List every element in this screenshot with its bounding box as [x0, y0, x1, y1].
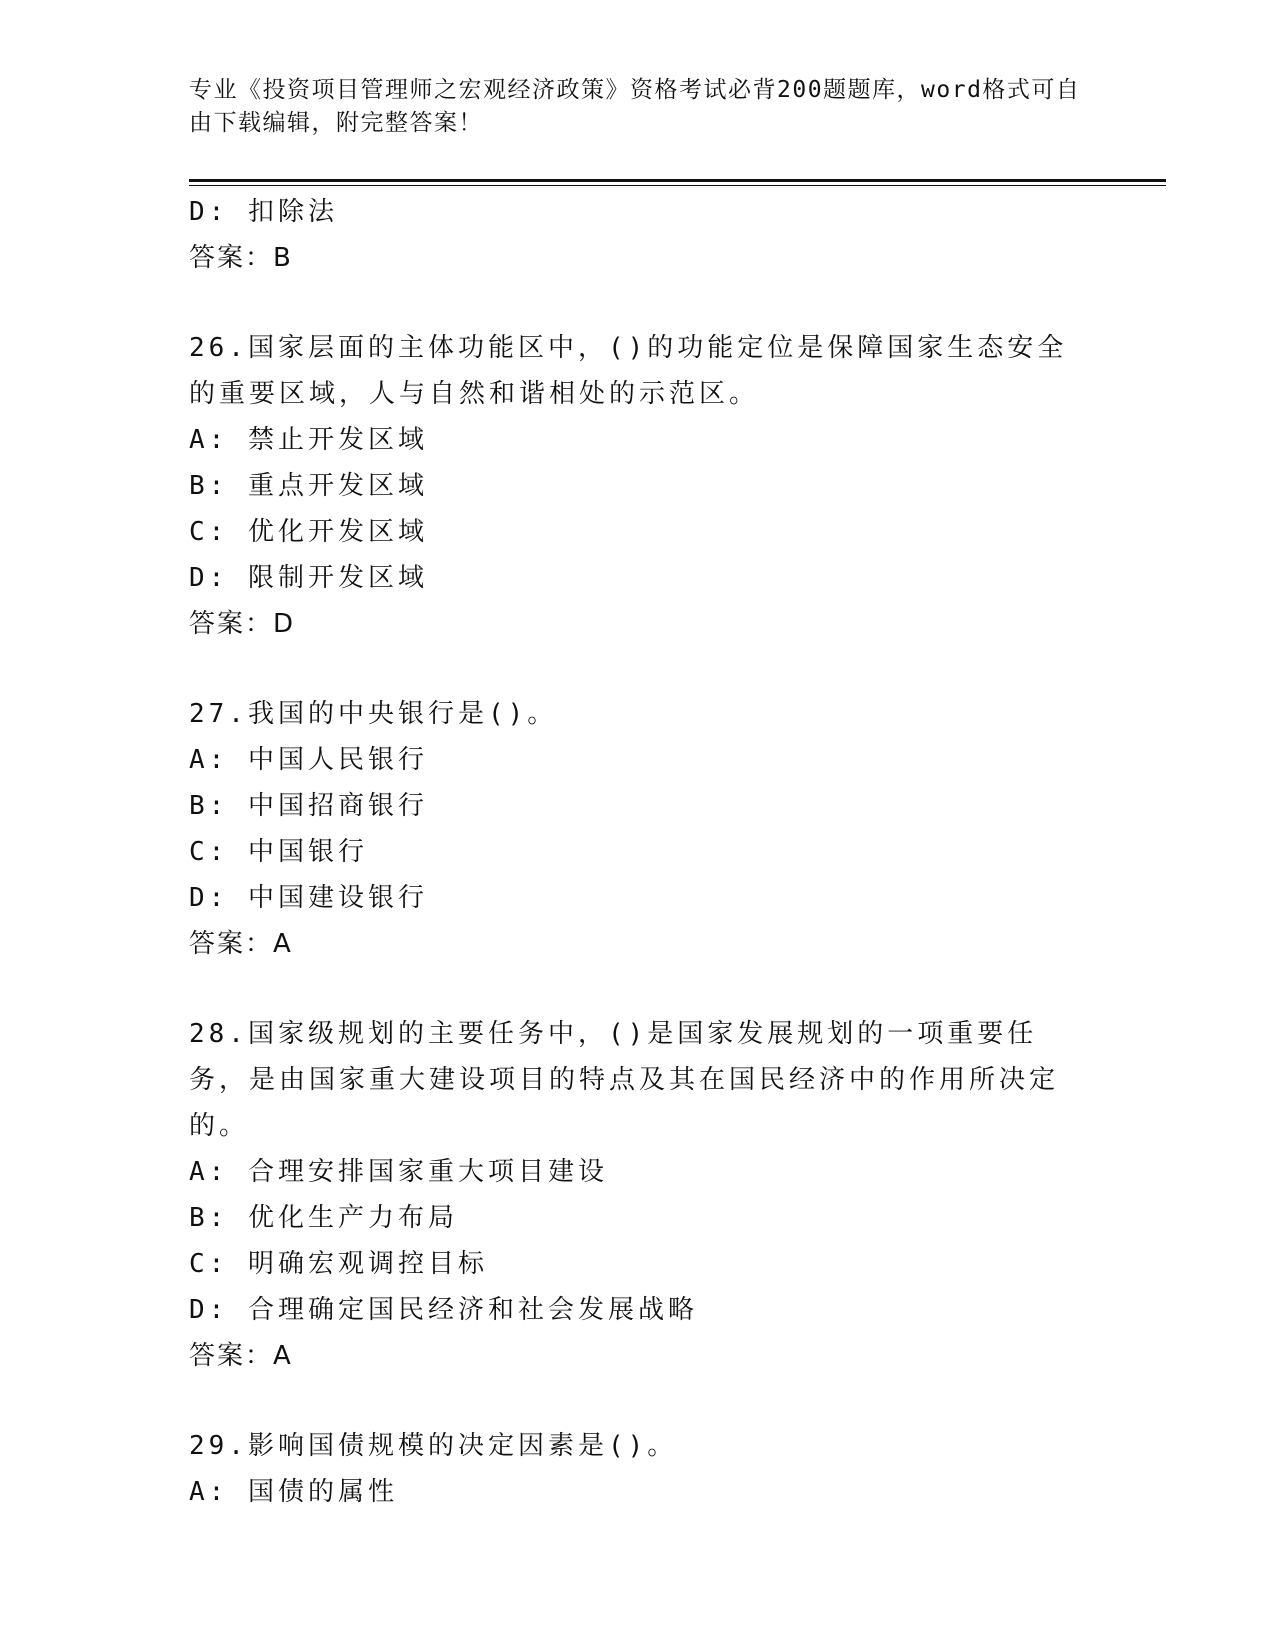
option-d: D: 限制开发区域 [189, 563, 428, 593]
header-rule-thin [189, 185, 1166, 186]
question-26 [189, 325, 1089, 647]
option-d: D: 合理确定国民经济和社会发展战略 [189, 1295, 698, 1325]
question-text: 28.国家级规划的主要任务中，()是国家发展规划的一项重要任务，是由国家重大建设项目的特点及其在国民经济中的作用所决定的。 [189, 1019, 1060, 1141]
answer-line: 答案：A [189, 1341, 293, 1371]
option-a: A: 禁止开发区域 [189, 425, 428, 455]
option-c: C: 中国银行 [189, 837, 368, 867]
question-28 [189, 1011, 1089, 1379]
option-c: C: 明确宏观调控目标 [189, 1249, 488, 1279]
question-29 [189, 1423, 1089, 1515]
answer-line: 答案：A [189, 929, 293, 959]
answer-line: 答案：D [189, 609, 296, 639]
option-b: B: 中国招商银行 [189, 791, 428, 821]
question-list [189, 189, 1089, 1515]
option-a: A: 合理安排国家重大项目建设 [189, 1157, 608, 1187]
option-d: D: 中国建设银行 [189, 883, 428, 913]
spacer [189, 647, 1089, 691]
option-a: A: 国债的属性 [189, 1477, 398, 1507]
spacer [189, 967, 1089, 1011]
spacer [189, 281, 1089, 325]
option-a: A: 中国人民银行 [189, 745, 428, 775]
option-c: C: 优化开发区域 [189, 517, 428, 547]
document-header: 专业《投资项目管理师之宏观经济政策》资格考试必背200题题库，word格式可自由下载编辑，附完整答案！ [189, 77, 1081, 136]
question-text: 29.影响国债规模的决定因素是()。 [189, 1431, 678, 1461]
answer-line: 答案：B [189, 243, 293, 273]
option-b: B: 重点开发区域 [189, 471, 428, 501]
question-text: 27.我国的中央银行是()。 [189, 699, 558, 729]
option-d: D: 扣除法 [189, 197, 338, 227]
question-text: 26.国家层面的主体功能区中，()的功能定位是保障国家生态安全的重要区域，人与自然和谐相处的示范区。 [189, 333, 1068, 409]
spacer [189, 1379, 1089, 1423]
question-27 [189, 691, 1089, 967]
header-rule-thick [189, 179, 1166, 182]
option-b: B: 优化生产力布局 [189, 1203, 458, 1233]
